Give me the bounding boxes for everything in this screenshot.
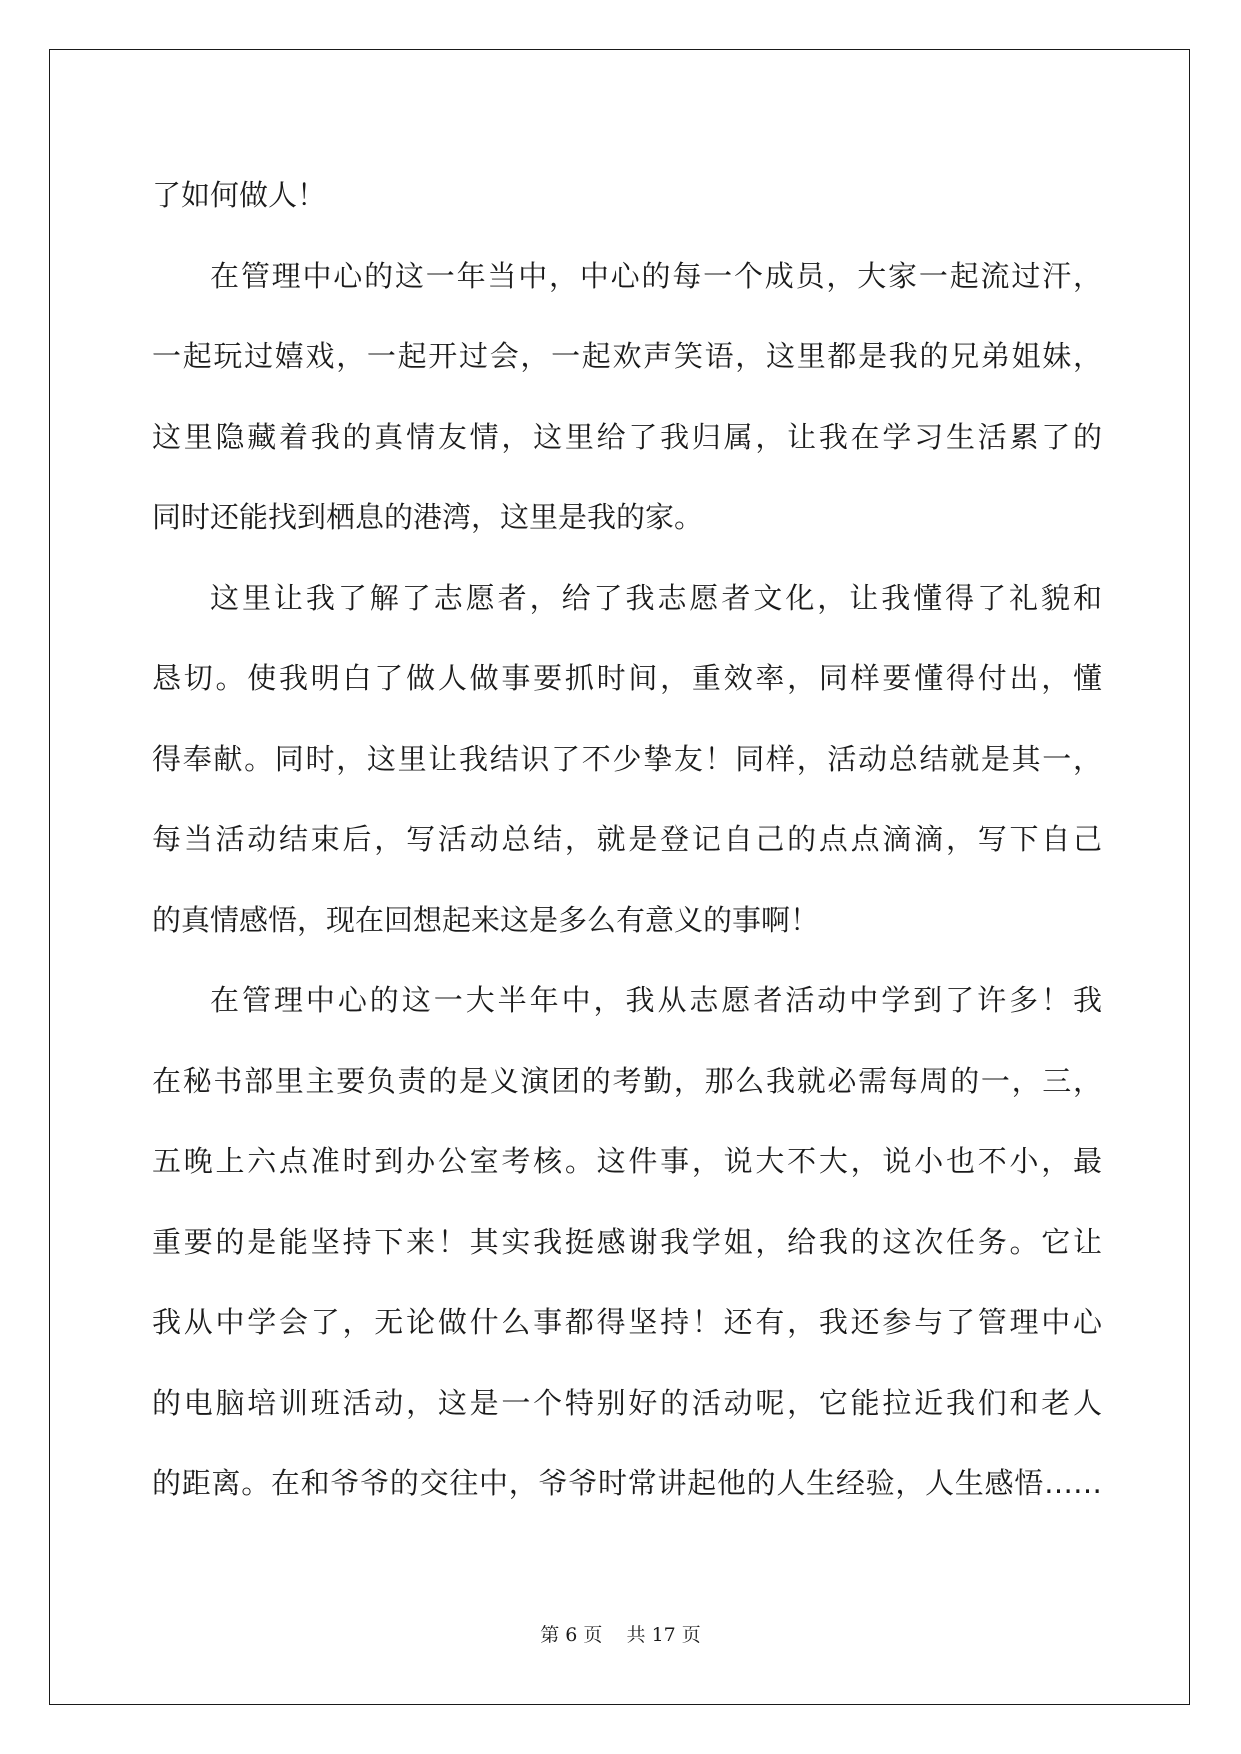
text-line: 得奉献。同时，这里让我结识了不少挚友！同样，活动总结就是其一， [152, 741, 1102, 776]
text-line: 这里隐藏着我的真情友情，这里给了我归属，让我在学习生活累了的 [152, 419, 1102, 454]
text-line: 重要的是能坚持下来！其实我挺感谢我学姐，给我的这次任务。它让 [152, 1224, 1102, 1259]
text-line: 了如何做人！ [152, 178, 327, 212]
text-line: 我从中学会了，无论做什么事都得坚持！还有，我还参与了管理中心 [152, 1305, 1102, 1339]
paragraph-first-line: 这里让我了解了志愿者，给了我志愿者文化，让我懂得了礼貌和 [210, 580, 1102, 615]
text-line: 每当活动结束后，写活动总结，就是登记自己的点点滴滴，写下自己 [152, 822, 1102, 856]
page-number-footer: 第 6 页 共 17 页 [540, 1624, 701, 1646]
text-line: 同时还能找到栖息的港湾，这里是我的家。 [152, 500, 704, 534]
paragraph-first-line: 在管理中心的这一大半年中，我从志愿者活动中学到了许多！我 [210, 983, 1102, 1017]
paragraph-first-line: 在管理中心的这一年当中，中心的每一个成员，大家一起流过汗， [210, 258, 1102, 293]
text-line: 的电脑培训班活动，这是一个特别好的活动呢，它能拉近我们和老人 [152, 1385, 1102, 1420]
text-line: 一起玩过嬉戏，一起开过会，一起欢声笑语，这里都是我的兄弟姐妹， [152, 339, 1102, 373]
text-line: 在秘书部里主要负责的是义演团的考勤，那么我就必需每周的一，三， [152, 1063, 1102, 1098]
document-body [152, 155, 1102, 1524]
text-line: 的距离。在和爷爷的交往中，爷爷时常讲起他的人生经验，人生感悟…… [152, 1466, 1102, 1500]
text-line: 恳切。使我明白了做人做事要抓时间，重效率，同样要懂得付出，懂 [152, 661, 1102, 695]
text-line: 的真情感悟，现在回想起来这是多么有意义的事啊！ [152, 902, 820, 937]
text-line: 五晚上六点准时到办公室考核。这件事，说大不大，说小也不小，最 [152, 1144, 1102, 1178]
